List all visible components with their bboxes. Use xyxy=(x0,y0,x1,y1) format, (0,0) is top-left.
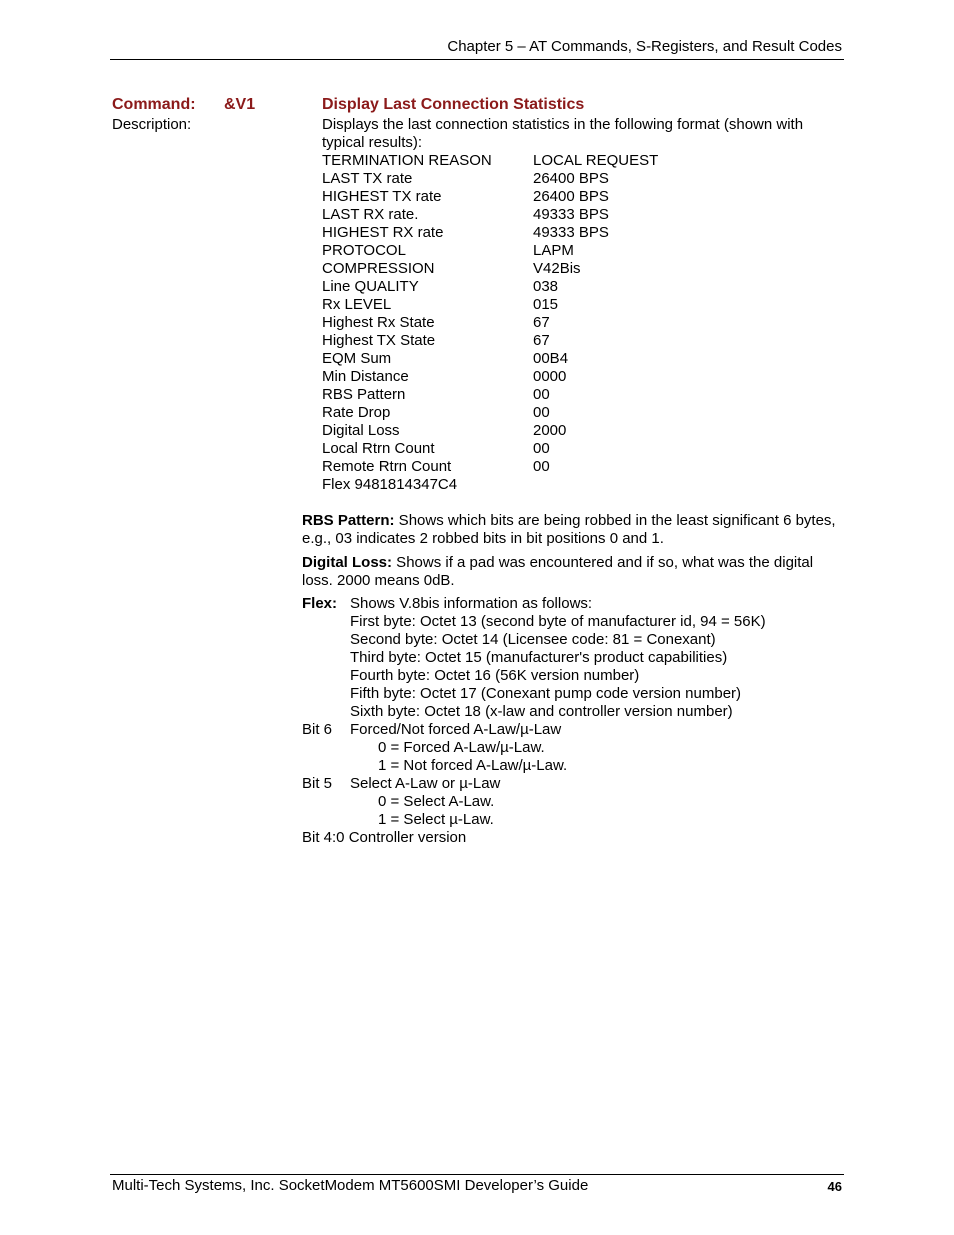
rbs-pattern-paragraph xyxy=(302,512,842,548)
rbs-pattern-text: Shows which bits are being robbed in the least significant 6 bytes, e.g., 03 indicates 2 robbed bits in bit positions 0 and 1. xyxy=(302,512,836,547)
stat-key: Rx LEVEL xyxy=(322,296,392,313)
stat-value: 00B4 xyxy=(533,350,569,367)
stat-key: Remote Rtrn Count xyxy=(322,458,452,475)
bit6-label: Bit 6 xyxy=(302,721,333,738)
stat-key: Highest Rx State xyxy=(322,314,435,331)
stat-row xyxy=(322,386,658,404)
flex-byte-line: Third byte: Octet 15 (manufacturer's product capabilities) xyxy=(350,649,728,666)
statistics-list xyxy=(322,152,658,494)
running-header: Chapter 5 – AT Commands, S-Registers, and Result Codes xyxy=(447,38,842,55)
bit40-line: Bit 4:0 Controller version xyxy=(302,829,467,846)
digital-loss-label: Digital Loss: xyxy=(302,554,393,571)
stat-key: Line QUALITY xyxy=(322,278,419,295)
stat-value: 00 xyxy=(533,404,550,421)
flex-byte-line: Fifth byte: Octet 17 (Conexant pump code version number) xyxy=(350,685,742,702)
stat-value: 038 xyxy=(533,278,559,295)
flex-intro: Shows V.8bis information as follows: xyxy=(350,595,593,612)
stat-key: Highest TX State xyxy=(322,332,436,349)
stat-key: Digital Loss xyxy=(322,422,400,439)
stat-key: PROTOCOL xyxy=(322,242,406,259)
stat-row xyxy=(322,260,658,278)
stat-value: 26400 BPS xyxy=(533,170,609,187)
flex-label: Flex: xyxy=(302,595,338,612)
stat-row xyxy=(322,170,658,188)
stat-key: Rate Drop xyxy=(322,404,391,421)
stat-key: LAST TX rate xyxy=(322,170,413,187)
digital-loss-paragraph xyxy=(302,554,842,590)
stat-value: LOCAL REQUEST xyxy=(533,152,659,169)
stat-value: 015 xyxy=(533,296,559,313)
stat-row xyxy=(322,332,658,350)
stat-row xyxy=(322,458,658,476)
bit6-option-0: 0 = Forced A-Law/µ-Law. xyxy=(378,739,545,756)
stat-value: 00 xyxy=(533,458,550,475)
stat-value: LAPM xyxy=(533,242,574,259)
stat-key: Min Distance xyxy=(322,368,409,385)
stat-row xyxy=(322,206,658,224)
header-rule xyxy=(110,59,844,60)
stat-row xyxy=(322,368,658,386)
stat-value: 2000 xyxy=(533,422,567,439)
flex-byte-line: Sixth byte: Octet 18 (x-law and controller version number) xyxy=(350,703,733,720)
stat-key: HIGHEST TX rate xyxy=(322,188,442,205)
stat-key: LAST RX rate. xyxy=(322,206,419,223)
stat-value: 67 xyxy=(533,314,550,331)
stat-key: COMPRESSION xyxy=(322,260,435,277)
stat-value: V42Bis xyxy=(533,260,581,277)
stat-row xyxy=(322,350,658,368)
description-label: Description: xyxy=(112,116,192,133)
flex-byte-line: Fourth byte: Octet 16 (56K version number) xyxy=(350,667,640,684)
stat-value: 49333 BPS xyxy=(533,224,609,241)
stat-row xyxy=(322,404,658,422)
stat-row xyxy=(322,476,658,494)
page-number: 46 xyxy=(827,1179,842,1194)
stat-key: Local Rtrn Count xyxy=(322,440,435,457)
stat-key: TERMINATION REASON xyxy=(322,152,492,169)
bit5-label: Bit 5 xyxy=(302,775,333,792)
stat-row xyxy=(322,188,658,206)
flex-byte-line: First byte: Octet 13 (second byte of manufacturer id, 94 = 56K) xyxy=(350,613,766,630)
stat-row xyxy=(322,296,658,314)
stat-value: 26400 BPS xyxy=(533,188,609,205)
description-text: Displays the last connection statistics in the following format (shown with typical results): xyxy=(322,116,804,151)
stat-key: RBS Pattern xyxy=(322,386,406,403)
bit6-option-1: 1 = Not forced A-Law/µ-Law. xyxy=(378,757,568,774)
rbs-pattern-label: RBS Pattern: xyxy=(302,512,395,529)
footer-text: Multi-Tech Systems, Inc. SocketModem MT5600SMI Developer’s Guide xyxy=(112,1177,589,1194)
flex-byte-line: Second byte: Octet 14 (Licensee code: 81 = Conexant) xyxy=(350,631,716,648)
command-title: Display Last Connection Statistics xyxy=(322,96,585,113)
footer-rule xyxy=(110,1174,844,1175)
stat-value: 67 xyxy=(533,332,550,349)
stat-key: Flex 9481814347C4 xyxy=(322,476,458,493)
command-code: &V1 xyxy=(224,96,256,113)
stat-row xyxy=(322,422,658,440)
bit5-option-0: 0 = Select A-Law. xyxy=(378,793,495,810)
bit5-title: Select A-Law or µ-Law xyxy=(350,775,501,792)
stat-value: 00 xyxy=(533,440,550,457)
stat-value: 00 xyxy=(533,386,550,403)
flex-section xyxy=(302,595,766,847)
stat-key: HIGHEST RX rate xyxy=(322,224,444,241)
stat-row xyxy=(322,242,658,260)
stat-row xyxy=(322,314,658,332)
stat-value: 49333 BPS xyxy=(533,206,609,223)
stat-value: 0000 xyxy=(533,368,567,385)
bit6-title: Forced/Not forced A-Law/µ-Law xyxy=(350,721,562,738)
stat-row xyxy=(322,278,658,296)
command-label: Command: xyxy=(112,96,196,113)
digital-loss-text: Shows if a pad was encountered and if so, what was the digital loss. 2000 means 0dB. xyxy=(302,554,814,589)
stat-key: EQM Sum xyxy=(322,350,392,367)
stat-row xyxy=(322,440,658,458)
stat-row xyxy=(322,224,658,242)
stat-row xyxy=(322,152,658,170)
bit5-option-1: 1 = Select µ-Law. xyxy=(378,811,494,828)
